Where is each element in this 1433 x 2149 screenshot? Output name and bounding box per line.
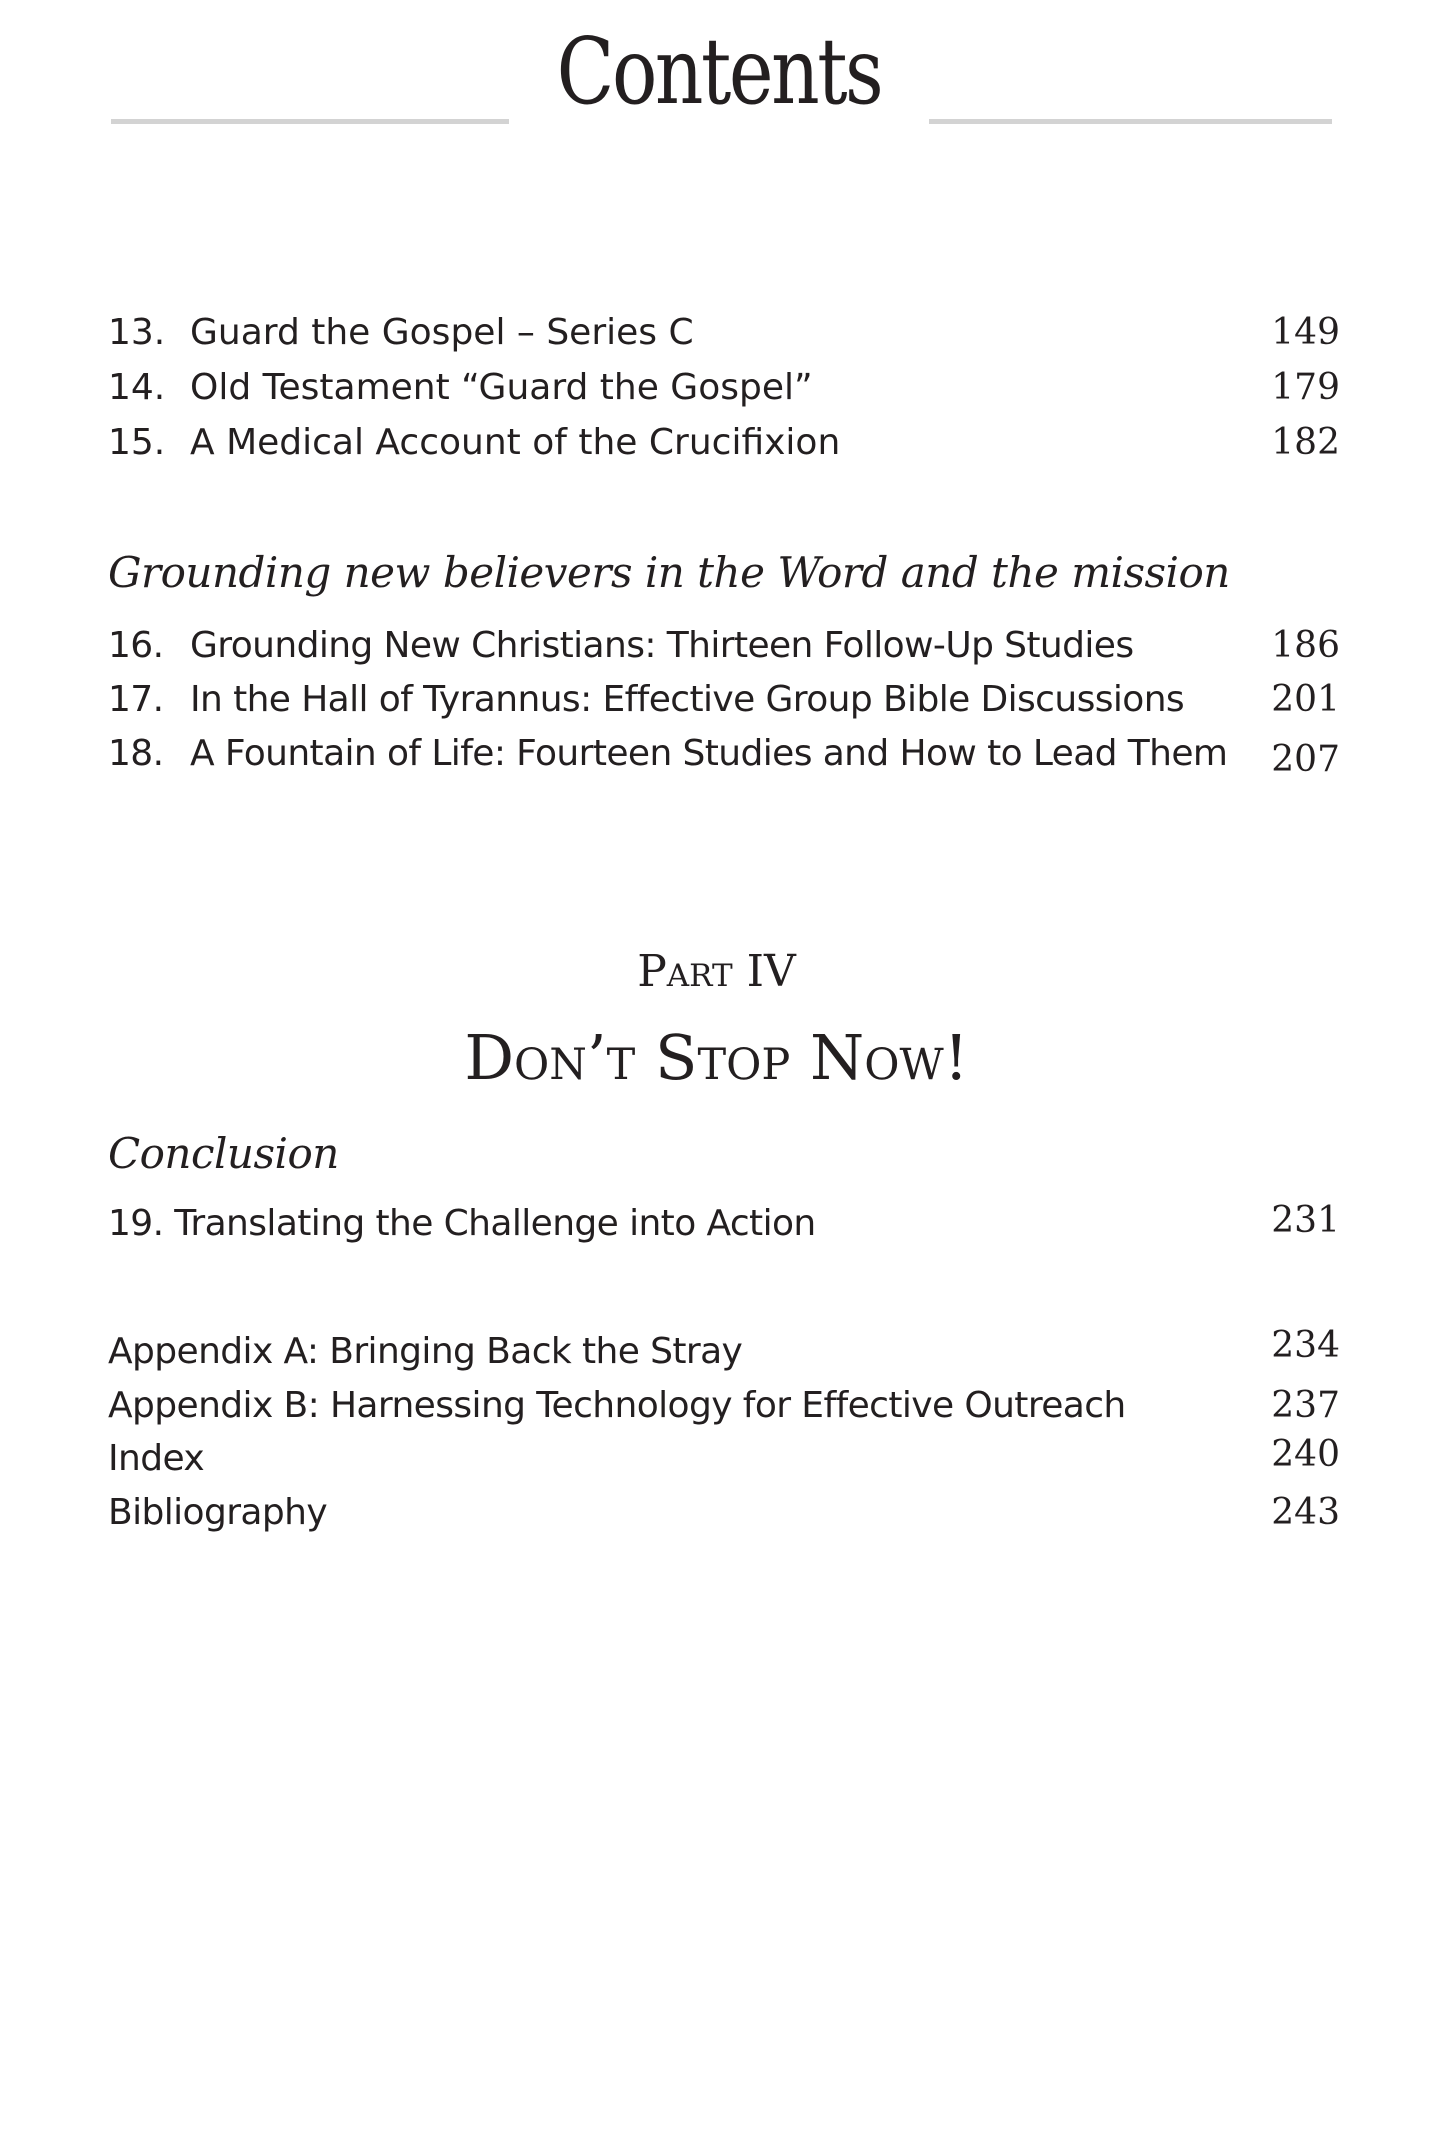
title-rule-right [929,119,1332,124]
toc-entry-19[interactable] [108,1199,1340,1249]
toc-entry-16[interactable] [108,621,1340,671]
index-title: Index [108,1438,205,1479]
toc-entry-index[interactable] [108,1434,1340,1484]
page-number: 186 [1271,625,1340,666]
section-heading-conclusion: Conclusion [108,1129,339,1178]
page-number: 179 [1271,367,1340,408]
toc-entry-17[interactable] [108,675,1340,725]
toc-entry-bibliography[interactable] [108,1488,1340,1538]
toc-entry-appendix-b[interactable] [108,1381,1340,1431]
chapter-number: 13. [108,312,166,353]
chapter-title: In the Hall of Tyrannus: Effective Group Bible Discussions [190,679,1185,720]
part-title: Don’t Stop Now! [464,1021,969,1094]
chapter-number: 15. [108,422,166,463]
title-rule-left [111,119,509,124]
page-number: 182 [1271,422,1340,463]
page-number: 207 [1271,739,1340,780]
page-number: 234 [1271,1325,1340,1366]
chapter-title: Old Testament “Guard the Gospel” [190,367,813,408]
toc-entry-18[interactable] [108,729,1340,779]
contents-header [0,0,1433,160]
toc-entry-13[interactable] [108,308,1340,358]
page-number: 237 [1271,1385,1340,1426]
chapter-title: Grounding New Christians: Thirteen Follow-Up Studies [190,625,1134,666]
toc-entry-15[interactable] [108,418,1340,468]
chapter-number: 16. [108,625,164,666]
chapter-title: Guard the Gospel – Series C [190,312,694,353]
appendix-title: Appendix A: Bringing Back the Stray [108,1331,743,1372]
toc-entry-14[interactable] [108,363,1340,413]
chapter-title: A Fountain of Life: Fourteen Studies and How to Lead Them [190,733,1228,774]
part-label: Part IV [637,946,796,997]
page-number: 243 [1271,1492,1340,1533]
page-title: Contents [556,18,882,125]
page-number: 240 [1271,1434,1340,1475]
chapter-title: A Medical Account of the Crucifixion [190,422,841,463]
toc-entry-appendix-a[interactable] [108,1327,1340,1377]
page-number: 231 [1271,1200,1340,1241]
chapter-number: 18. [108,733,164,774]
bibliography-title: Bibliography [108,1492,328,1533]
chapter-title: 19. Translating the Challenge into Action [108,1203,816,1244]
chapter-number: 17. [108,679,164,720]
page-number: 149 [1271,312,1340,353]
section-heading-grounding: Grounding new believers in the Word and the mission [108,548,1230,597]
appendix-title: Appendix B: Harnessing Technology for Effective Outreach [108,1385,1126,1426]
chapter-number: 14. [108,367,166,408]
page-number: 201 [1271,679,1340,720]
